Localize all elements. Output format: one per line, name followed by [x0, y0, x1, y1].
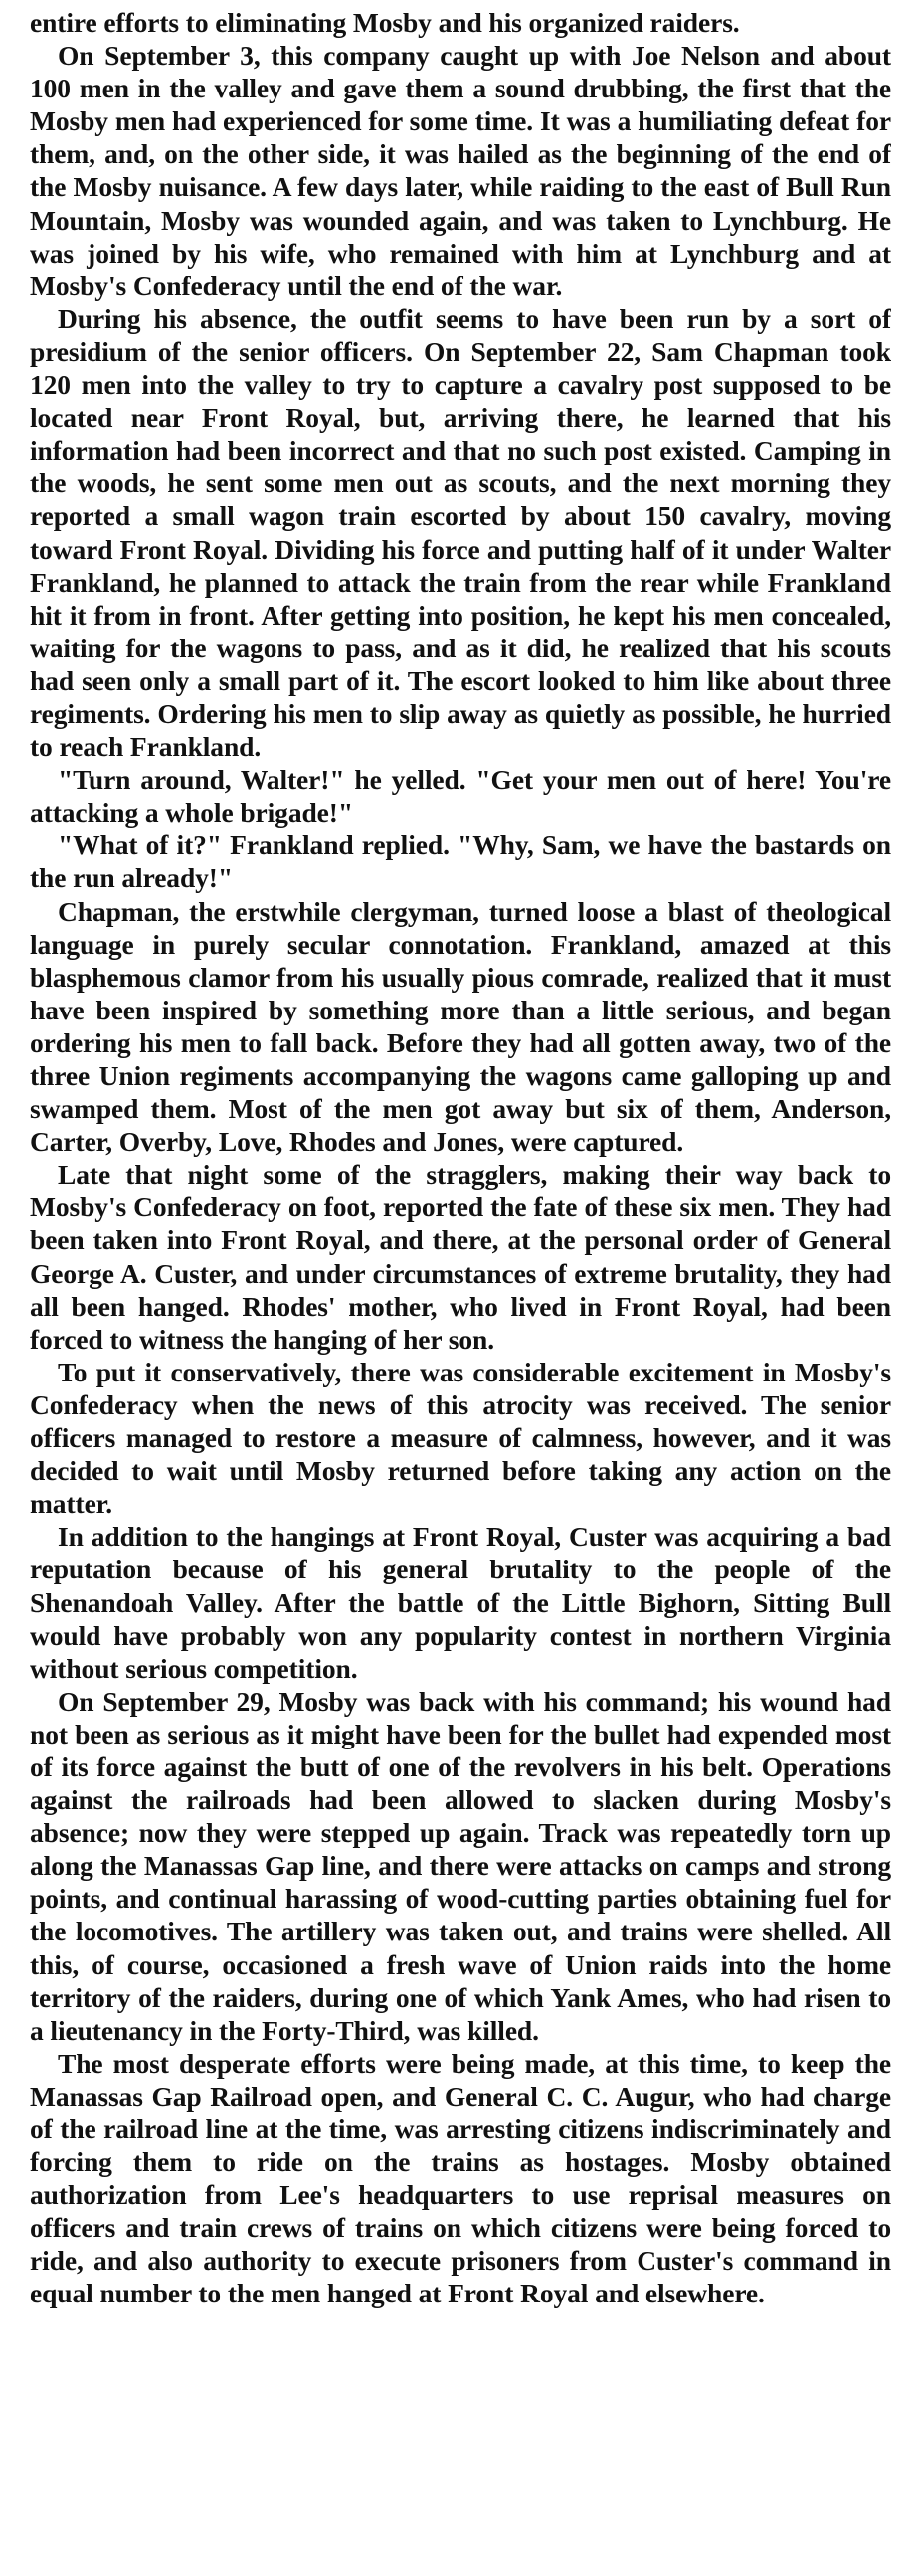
paragraph-custer-reputation: In addition to the hangings at Front Royal, Custer was acquiring a bad reputation because of his general brutality to the people of the Shenandoah Valley. After the battle of the Little Bighorn, Sitting Bull would have probably won any popularity contest in northern Virginia without serious competition. [30, 1521, 891, 1684]
paragraph-hangings: Late that night some of the stragglers, making their way back to Mosby's Confederacy on foot, reported the fate of these six men. They had been taken into Front Royal, and there, at the personal order of General George A. Custer, and under circumstances of extreme brutality, they had all been hanged. Rhodes' mother, who lived in Front Royal, had been forced to witness the hanging of her son. [30, 1159, 891, 1355]
paragraph-excitement: To put it conservatively, there was considerable excitement in Mosby's Confederacy when the news of this atrocity was received. The senior officers managed to restore a measure of calmness, however, and it was decided to wait until Mosby returned before taking any action on the matter. [30, 1356, 891, 1520]
article-column [30, 6, 891, 2562]
paragraph-chapman-raid: During his absence, the outfit seems to have been run by a sort of presidium of the senior officers. On September 22, Sam Chapman took 120 men into the valley to try to capture a cavalry post supposed to be located near Front Royal, but, arriving there, he learned that his information had been incorrect and that no such post existed. Camping in the woods, he sent some men out as scouts, and the next morning they reported a small wagon train escorted by about 150 cavalry, moving toward Front Royal. Dividing his force and putting half of it under Walter Frankland, he planned to attack the train from the rear while Frankland hit it from in front. After getting into position, he kept his men concealed, waiting for the wagons to pass, and as it did, he realized that his scouts had seen only a small part of it. The escort looked to him like about three regiments. Ordering his men to slip away as quietly as possible, he hurried to reach Frankland. [30, 302, 891, 763]
paragraph-continuation: entire efforts to eliminating Mosby and his organized raiders. [30, 7, 740, 38]
paragraph-railroad-hostages: The most desperate efforts were being made, at this time, to keep the Manassas Gap Railroad open, and General C. C. Augur, who had charge of the railroad line at the time, was arresting citizens indiscriminately and forcing them to ride on the trains as hostages. Mosby obtained authorization from Lee's headquarters to use reprisal measures on officers and train crews of trains on which citizens were being forced to ride, and also authority to execute prisoners from Custer's command in equal number to the men hanged at Front Royal and elsewhere. [30, 2047, 891, 2309]
paragraph-mosby-return: On September 29, Mosby was back with his command; his wound had not been as serious as it might have been for the bullet had expended most of its force against the butt of one of the revolvers in his belt. Operations against the railroads had been allowed to slacken during Mosby's absence; now they were stepped up again. Track was repeatedly torn up along the Manassas Gap line, and there were attacks on camps and strong points, and continual harassing of wood-cutting parties obtaining fuel for the locomotives. The artillery was taken out, and trains were shelled. All this, of course, occasioned a fresh wave of Union raids into the home territory of the raiders, during one of which Yank Ames, who had risen to a lieutenancy in the Forty-Third, was killed. [30, 1685, 891, 2046]
paragraph-september-3: On September 3, this company caught up with Joe Nelson and about 100 men in the valley and gave them a sound drubbing, the first that the Mosby men had experienced for some time. It was a humiliating defeat for them, and, on the other side, it was hailed as the beginning of the end of the Mosby nuisance. A few days later, while raiding to the east of Bull Run Mountain, Mosby was wounded again, and was taken to Lynchburg. He was joined by his wife, who remained with him at Lynchburg and at Mosby's Confederacy until the end of the war. [30, 40, 891, 301]
paragraph-retreat: Chapman, the erstwhile clergyman, turned loose a blast of theological language in purely secular connotation. Frankland, amazed at this blasphemous clamor from his usually pious comrade, realized that it must have been inspired by something more than a little serious, and began ordering his men to fall back. Before they had all gotten away, two of the three Union regiments accompanying the wagons came galloping up and swamped them. Most of the men got away but six of them, Anderson, Carter, Overby, Love, Rhodes and Jones, were captured. [30, 895, 891, 1158]
paragraph-dialogue-frankland: "What of it?" Frankland replied. "Why, Sam, we have the bastards on the run already!" [30, 829, 891, 894]
paragraph-dialogue-chapman: "Turn around, Walter!" he yelled. "Get your men out of here! You're attacking a whole brigade!" [30, 764, 891, 828]
